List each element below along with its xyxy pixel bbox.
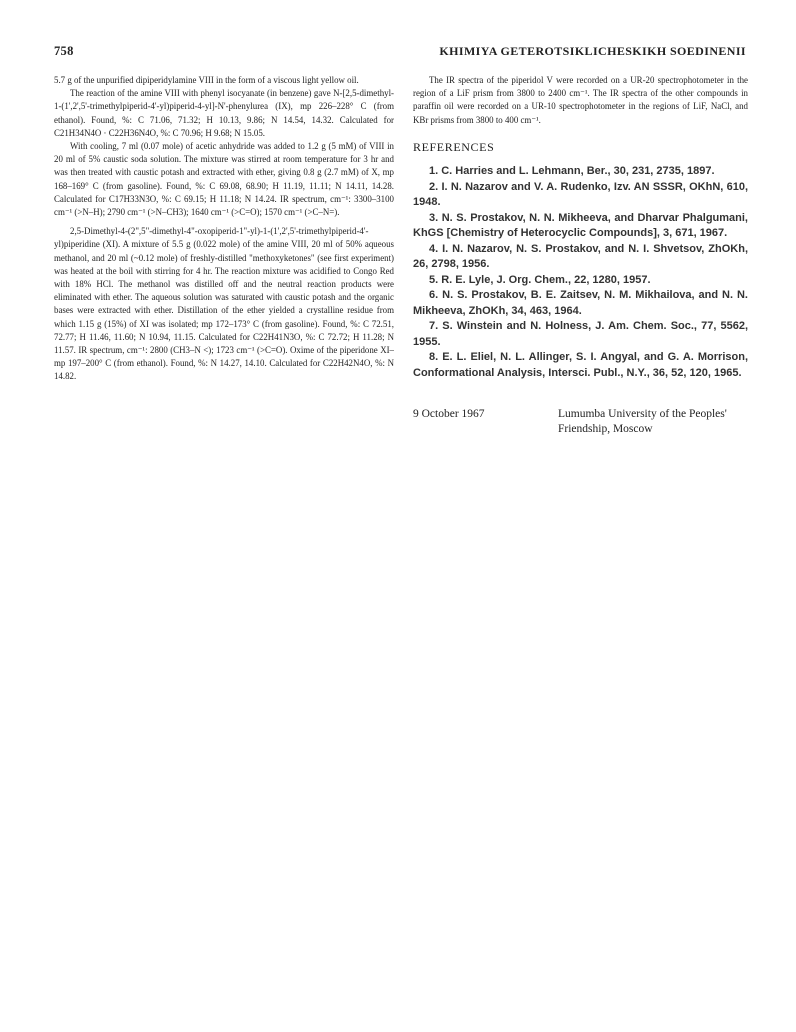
reference-item: 1. C. Harries and L. Lehmann, Ber., 30, 231, 2735, 1897. xyxy=(429,165,715,178)
footer xyxy=(413,407,748,437)
received-date: 9 October 1967 xyxy=(413,408,485,421)
reference-item: 7. S. Winstein and N. Holness, J. Am. Chem. Soc., 77, 5562, 1955. xyxy=(413,320,748,348)
paragraph: 5.7 g of the unpurified dipiperidylamine VIII in the form of a viscous light yellow oil. xyxy=(54,75,359,85)
paragraph: With cooling, 7 ml (0.07 mole) of acetic anhydride was added to 1.2 g (5 mM) of VIII in 20 ml of 5% caustic soda solution. The mixture was stirred at room temperature for 3 hr and was then treated with caustic potash and extracted with ether, giving 0.8 g (2.7 mM) of X, mp 168–169° C (from gasoline). Found, %: C 69.08, 68.90; H 11.19, 11.11; N 14.11, 14.28. Calculated for C17H33N3O, %: C 69.15; H 11.18; N 14.24. IR spectrum, cm⁻¹: 3300–3100 cm⁻¹ (>N–H); 2790 cm⁻¹ (>N–CH3); 1640 cm⁻¹ (>C=O); 1570 cm⁻¹ (>C–N=). xyxy=(54,141,394,218)
ir-spectra-paragraph: The IR spectra of the piperidol V were recorded on a UR-20 spectrophotometer in the region of a LiF prism from 3800 to 2400 cm⁻¹. The IR spectra of the other compounds in paraffin oil were recorded on a UR-10 spectrophotometer in the regions of LiF, NaCl, and KBr prisms from 3800 to 400 cm⁻¹. xyxy=(413,75,748,125)
reference-item: 8. E. L. Eliel, N. L. Allinger, S. I. Angyal, and G. A. Morrison, Conformational Analysis, Intersci. Publ., N.Y., 36, 52, 120, 1965. xyxy=(413,351,748,379)
paragraph: The reaction of the amine VIII with phenyl isocyanate (in benzene) gave N-[2,5-dimethyl-1-(1',2',5'-trimethylpiperid-4'-yl)piperid-4-yl]-N'-phenylurea (IX), mp 226–228° C (from ethanol). Found, %: C 71.06, 71.32; H 10.13, 9.86; N 14.54, 14.32. Calculated for C21H34N4O · C22H36N4O, %: C 70.96; H 9.68; N 15.05. xyxy=(54,88,394,138)
reference-item: 5. R. E. Lyle, J. Org. Chem., 22, 1280, 1957. xyxy=(429,273,651,286)
page-number: 758 xyxy=(54,44,74,58)
reference-item: 6. N. S. Prostakov, B. E. Zaitsev, N. M. Mikhailova, and N. N. Mikheeva, ZhOKh, 34, 463, 1964. xyxy=(413,289,748,317)
reference-item: 4. I. N. Nazarov, N. S. Prostakov, and N. I. Shvetsov, ZhOKh, 26, 2798, 1956. xyxy=(413,242,748,271)
institution: Lumumba University of the Peoples' Friendship, Moscow xyxy=(558,408,727,436)
left-column xyxy=(54,74,394,384)
references-heading: REFERENCES xyxy=(413,139,495,154)
reference-item: 3. N. S. Prostakov, N. N. Mikheeva, and Dharvar Phalgumani, KhGS [Chemistry of Heterocyclic Compounds], 3, 671, 1967. xyxy=(413,211,748,240)
journal-title: KHIMIYA GETEROTSIKLICHESKIKH SOEDINENII xyxy=(439,44,746,58)
paragraph: 2,5-Dimethyl-4-(2",5"-dimethyl-4"-oxopiperid-1"-yl)-1-(1',2',5'-trimethylpiperid-4'-yl)piperidine (XI). A mixture of 5.5 g (0.022 mole) of the amine VIII, 20 ml of 50% aqueous methanol, and 20 ml (~0.12 mole) of freshly-distilled "methoxyketones" (see first experiment) was heated at the boil with stirring for 4 hr. The reaction mixture was acidified to Congo Red with 18% HCl. The methanol was distilled off and the neutral reaction products were eliminated with ether. The aqueous solution was saturated with caustic potash and the organic bases were extracted with ether. Distillation of the ether yielded a crystalline residue from which 1.15 g (15%) of XI was isolated; mp 172–173° C (from gasoline). Found, %: C 72.51, 72.77; H 11.46, 11.60; N 10.94, 11.15. Calculated for C22H41N3O, %: C 72.72; H 11.28; N 11.57. IR spectrum, cm⁻¹: 2800 (CH3–N <); 1723 cm⁻¹ (>C=O). Oxime of the piperidone XI– mp 197–200° C (from ethanol). Found, %: N 14.27, 14.10. Calculated for C22H42N4O, %: N 14.82. xyxy=(54,226,394,382)
reference-item: 2. I. N. Nazarov and V. A. Rudenko, Izv. AN SSSR, OKhN, 610, 1948. xyxy=(413,180,748,209)
right-column xyxy=(413,74,748,437)
